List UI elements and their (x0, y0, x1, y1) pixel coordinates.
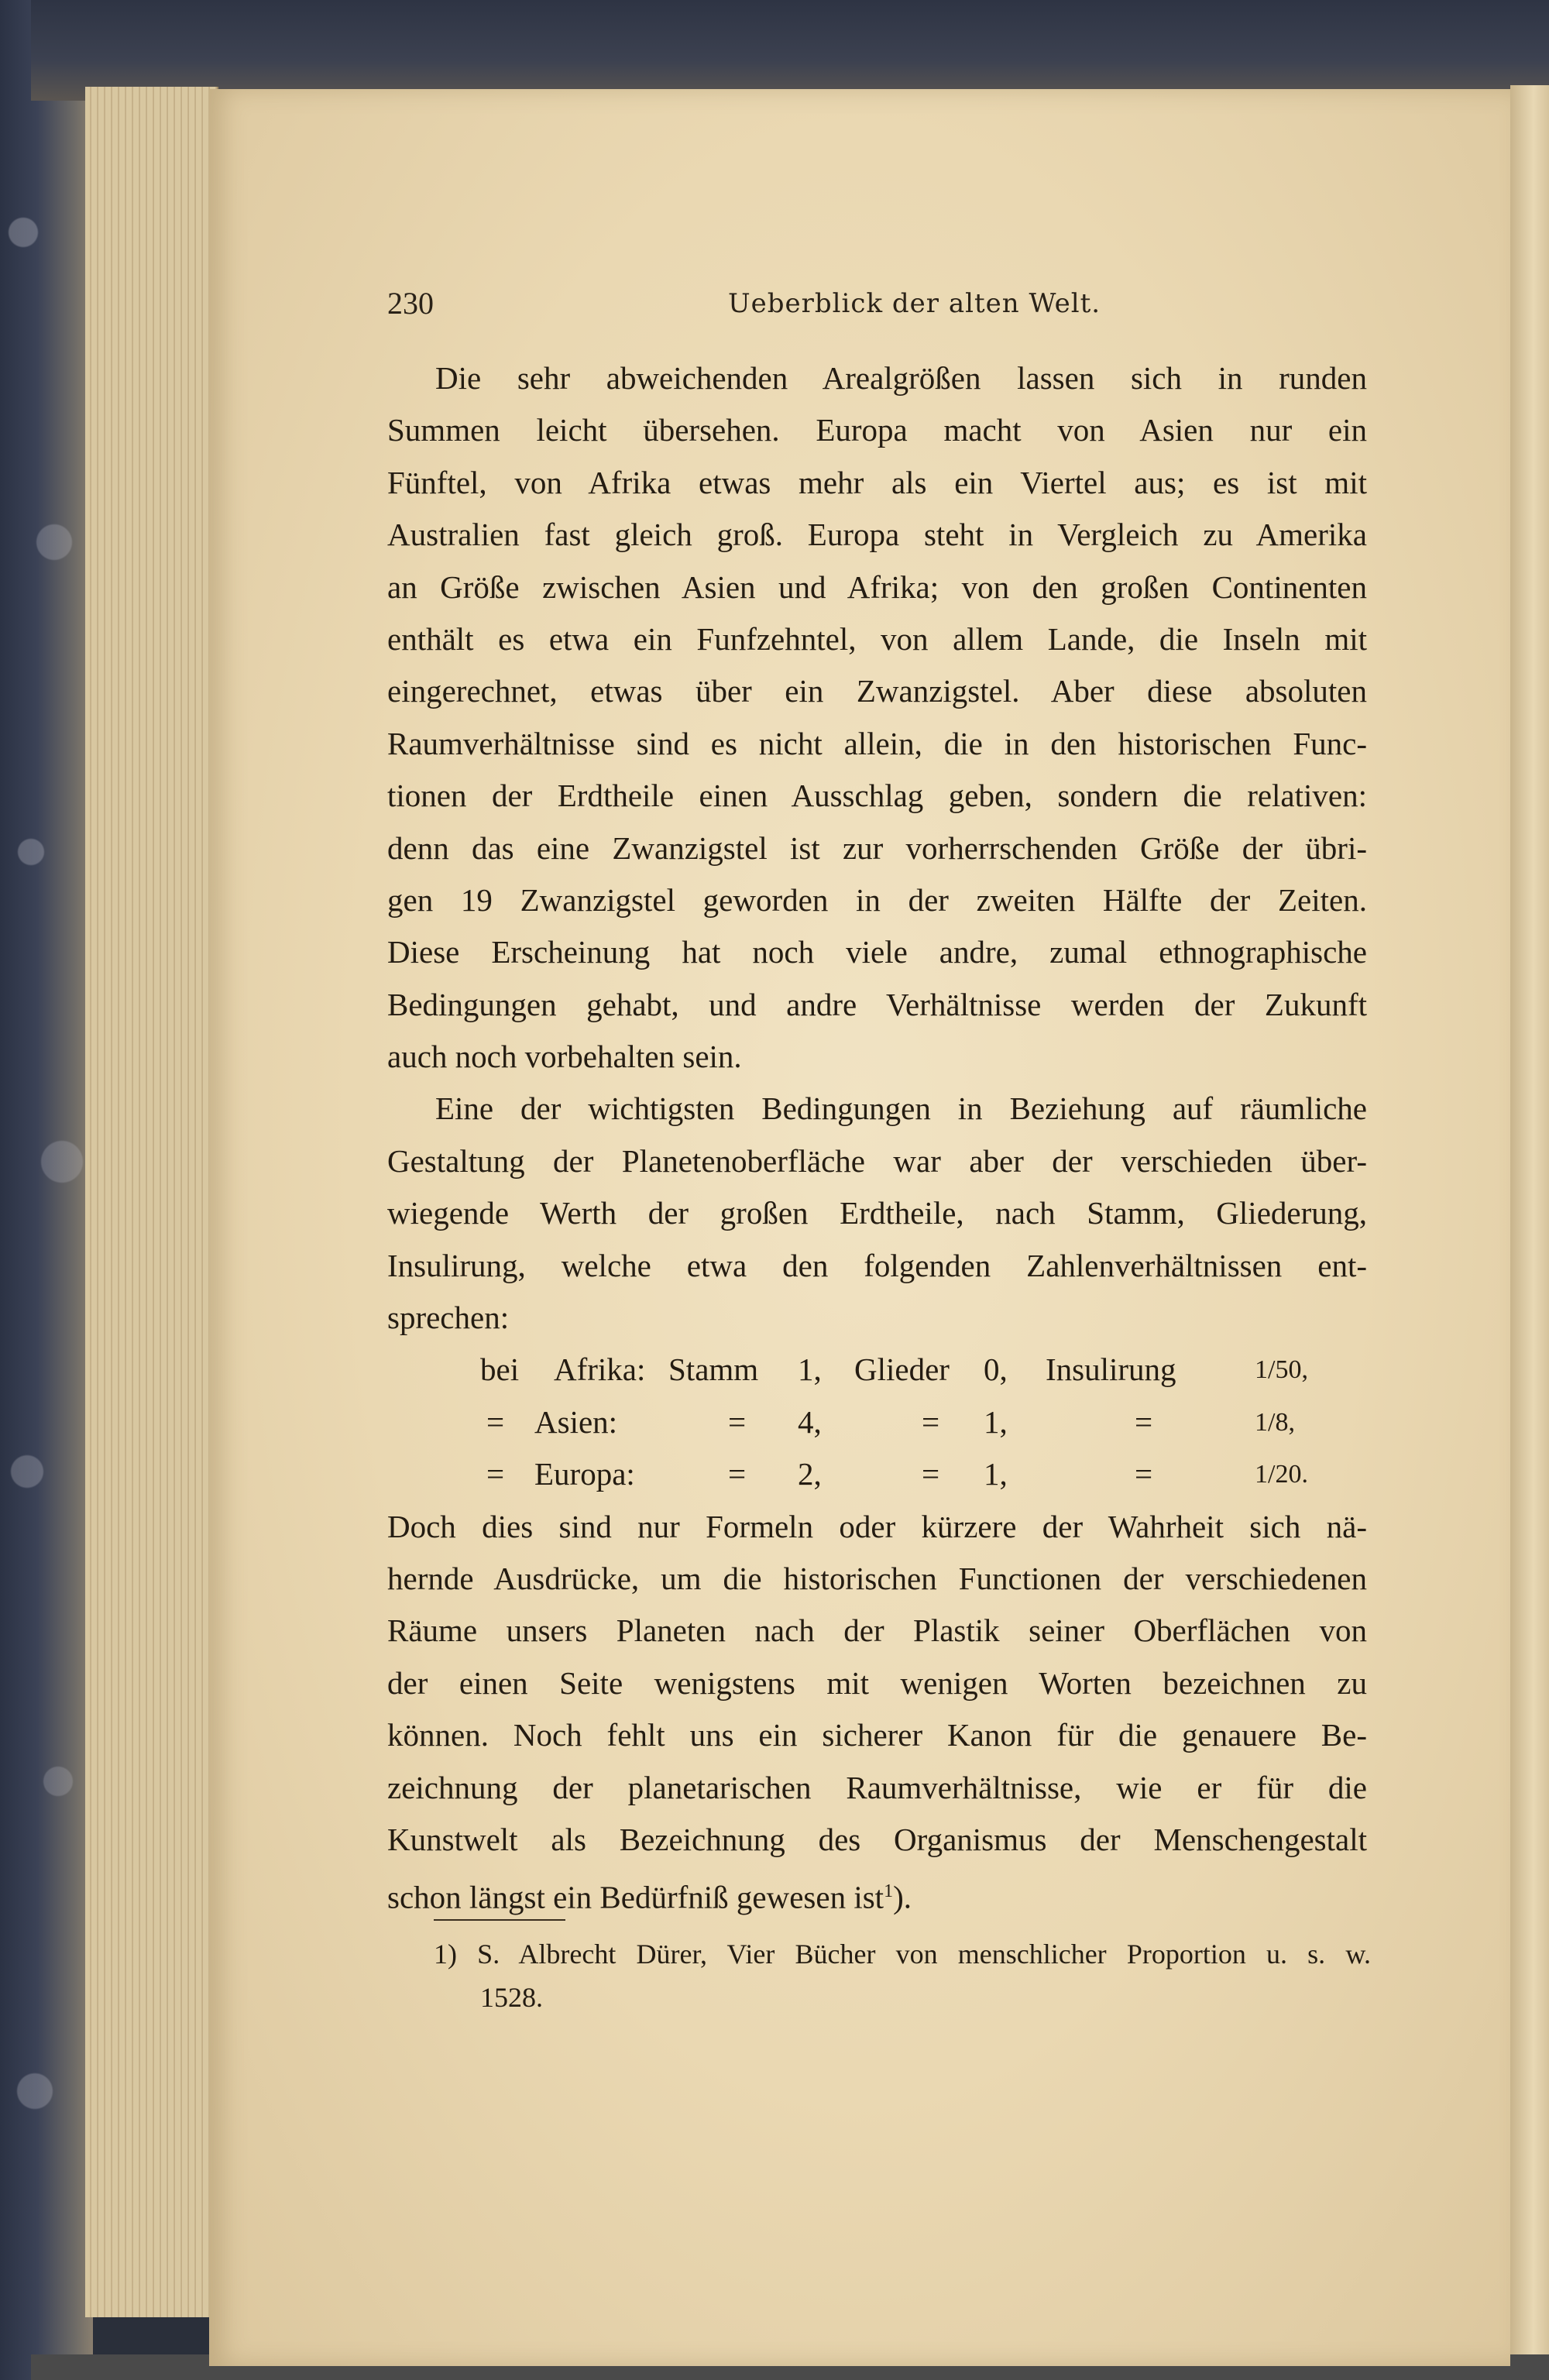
text-line: tionen der Erdtheile einen Ausschlag geben, sondern die relativen: (387, 778, 1367, 814)
text-line: sprechen: (387, 1300, 510, 1336)
table-col-insulirung: Insulirung (1046, 1351, 1176, 1388)
table-region: Europa: (534, 1456, 635, 1492)
footnote-divider (434, 1919, 565, 1921)
footnote-text: S. Albrecht Dürer, Vier Bücher von menschlicher Proportion u. s. w. (477, 1939, 1372, 1970)
text-line: Doch dies sind nur Formeln oder kürzere der Wahrheit sich nä- (387, 1508, 1367, 1544)
body-text (387, 352, 1367, 1918)
table-glieder-value: 1, (984, 1403, 1008, 1440)
table-prefix: bei (480, 1351, 520, 1388)
paragraph-2 (387, 1083, 1367, 1344)
ditto-mark: = (728, 1456, 747, 1492)
text-line: Eine der wichtigsten Bedingungen in Beziehung auf räumliche (435, 1090, 1367, 1127)
table-stamm-value: 4, (798, 1403, 822, 1440)
table-row (387, 1396, 1367, 1448)
text-line: gen 19 Zwanzigstel geworden in der zweiten Hälfte der Zeiten. (387, 881, 1367, 918)
text-line: können. Noch fehlt uns ein sicherer Kanon für die genauere Be- (387, 1717, 1367, 1753)
table-stamm-value: 2, (798, 1456, 822, 1492)
ditto-mark: = (486, 1403, 505, 1440)
text-line: Summen leicht übersehen. Europa macht von Asien nur ein (387, 412, 1367, 448)
text-line: Raumverhältnisse sind es nicht allein, die in den historischen Func- (387, 725, 1367, 761)
table-region: Afrika: (554, 1351, 646, 1388)
footnote-line: 1528. (480, 1982, 543, 2013)
text-line: Räume unsers Planeten nach der Plastik seiner Oberflächen von (387, 1612, 1367, 1649)
text-line: Australien fast gleich groß. Europa steht in Vergleich zu Amerika (387, 517, 1367, 553)
text-line: Gestaltung der Planetenoberfläche war aber der verschieden über- (387, 1142, 1367, 1179)
page-stack-edges (85, 87, 218, 2317)
text-line: Die sehr abweichenden Arealgrößen lassen sich in runden (435, 360, 1367, 396)
paragraph-3 (387, 1501, 1367, 1918)
text-line: enthält es etwa ein Funfzehntel, von allem Lande, die Inseln mit (387, 620, 1367, 657)
text-line: denn das eine Zwanzigstel ist zur vorherrschenden Größe der übri- (387, 829, 1367, 866)
text-line-with-footnote (387, 1866, 1367, 1918)
ditto-mark: = (922, 1403, 940, 1440)
ditto-mark: = (922, 1456, 940, 1492)
table-col-stamm: Stamm (668, 1351, 759, 1388)
text-line: eingerechnet, etwas über ein Zwanzigstel. Aber diese absoluten (387, 673, 1367, 709)
text-line: der einen Seite wenigstens mit wenigen Worten bezeichnen zu (387, 1664, 1367, 1701)
facing-page-edge (1510, 85, 1549, 2380)
ditto-mark: = (486, 1456, 505, 1492)
table-insulirung-value: 1/20. (1255, 1460, 1308, 1489)
table-glieder-value: 0, (984, 1351, 1008, 1388)
text-line: Insulirung, welche etwa den folgenden Zahlenverhältnissen ent- (387, 1247, 1367, 1283)
table-row (387, 1448, 1367, 1500)
footnote-reference: 1 (884, 1881, 894, 1902)
ditto-mark: = (728, 1403, 747, 1440)
table-col-glieder: Glieder (854, 1351, 950, 1388)
text-line: an Größe zwischen Asien und Afrika; von den großen Continenten (387, 568, 1367, 605)
text-line: Fünftel, von Afrika etwas mehr als ein Viertel aus; es ist mit (387, 464, 1367, 500)
text-line: zeichnung der planetarischen Raumverhältnisse, wie er für die (387, 1769, 1367, 1805)
binding-marbling (0, 0, 93, 2380)
ditto-mark: = (1135, 1456, 1153, 1492)
footnote-marker: 1) (434, 1939, 457, 1970)
text-line: schon längst ein Bedürfniß gewesen ist (387, 1879, 884, 1915)
running-head: Ueberblick der alten Welt. (728, 288, 1101, 319)
text-line: Kunstwelt als Bezeichnung des Organismus der Menschengestalt (387, 1821, 1367, 1857)
footnote-line (434, 1932, 1371, 1976)
ditto-mark: = (1135, 1403, 1153, 1440)
text-line: wiegende Werth der großen Erdtheile, nach Stamm, Gliederung, (387, 1195, 1367, 1231)
text-line: Bedingungen gehabt, und andre Verhältnisse werden der Zukunft (387, 986, 1367, 1022)
text-line: Diese Erscheinung hat noch viele andre, zumal ethnographische (387, 934, 1367, 970)
table-stamm-value: 1, (798, 1351, 822, 1388)
footnote-reference-tail: ). (893, 1879, 912, 1915)
table-insulirung-value: 1/8, (1255, 1407, 1295, 1437)
text-line: hernde Ausdrücke, um die historischen Functionen der verschiedenen (387, 1560, 1367, 1596)
footnote (434, 1932, 1371, 2019)
text-line: auch noch vorbehalten sein. (387, 1039, 742, 1075)
table-row (387, 1344, 1367, 1396)
ratio-table (387, 1344, 1367, 1500)
table-glieder-value: 1, (984, 1456, 1008, 1492)
page-header (387, 285, 1363, 331)
paragraph-1 (387, 352, 1367, 1083)
page-number: 230 (387, 286, 434, 321)
table-insulirung-value: 1/50, (1255, 1355, 1308, 1385)
table-region: Asien: (534, 1403, 618, 1440)
book-cover-top-edge (31, 0, 1549, 101)
